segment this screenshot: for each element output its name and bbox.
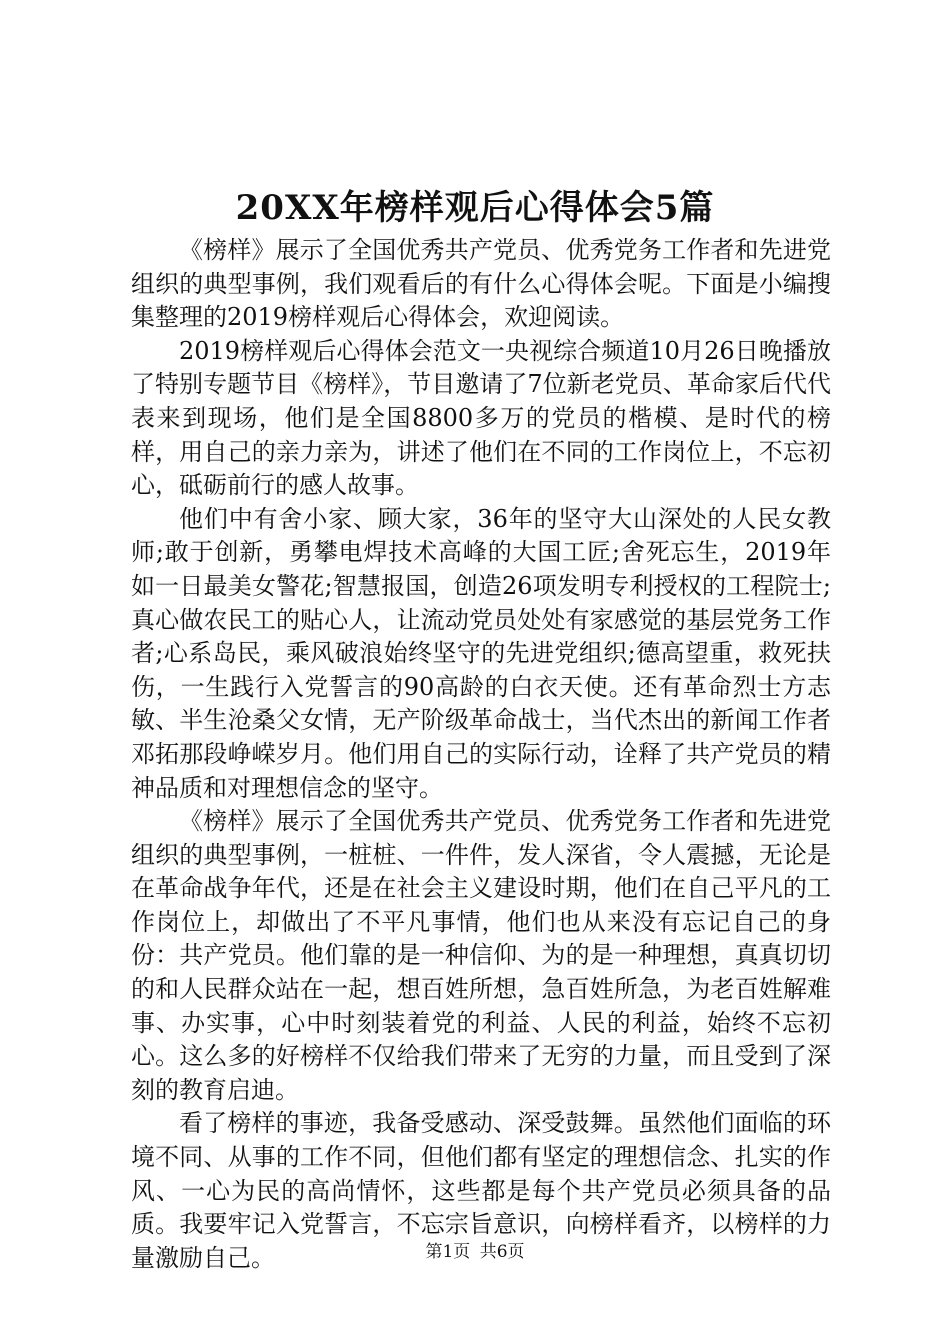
page-number-footer: 第1页 共6页 bbox=[425, 1242, 525, 1262]
paragraph: 《榜样》展示了全国优秀共产党员、优秀党务工作者和先进党组织的典型事例，一桩桩、一件件，发人深省，令人震撼，无论是在革命战争年代，还是在社会主义建设时期，他们在自己平凡的工作岗位上，却做出了不平凡事情，他们也从来没有忘记自己的身份：共产党员。他们靠的是一种信仰、为的是一种理想，真真切切的和人民群众站在一起，想百姓所想，急百姓所急，为老百姓解难事、办实事，心中时刻装着党的利益、人民的利益，始终不忘初心。这么多的好榜样不仅给我们带来了无穷的力量，而且受到了深刻的教育启迪。 bbox=[131, 807, 831, 1104]
paragraph: 《榜样》展示了全国优秀共产党员、优秀党务工作者和先进党组织的典型事例，我们观看后的有什么心得体会呢。下面是小编搜集整理的2019榜样观后心得体会，欢迎阅读。 bbox=[131, 236, 831, 332]
paragraph: 他们中有舍小家、顾大家，36年的坚守大山深处的人民女教师;敢于创新，勇攀电焊技术高峰的大国工匠;舍死忘生，2019年如一日最美女警花;智慧报国，创造26项发明专利授权的工程院士;真心做农民工的贴心人，让流动党员处处有家感觉的基层党务工作者;心系岛民，乘风破浪始终坚守的先进党组织;德高望重，救死扶伤，一生践行入党誓言的90高龄的白衣天使。还有革命烈士方志敏、半生沧桑父女情，无产阶级革命战士，当代杰出的新闻工作者邓拓那段峥嵘岁月。他们用自己的实际行动，诠释了共产党员的精神品质和对理想信念的坚守。 bbox=[131, 504, 831, 802]
document-body bbox=[131, 234, 831, 1275]
paragraph: 看了榜样的事迹，我备受感动、深受鼓舞。虽然他们面临的环境不同、从事的工作不同，但他们都有坚定的理想信念、扎实的作风、一心为民的高尚情怀，这些都是每个共产党员必须具备的品质。我要牢记入党誓言，不忘宗旨意识，向榜样看齐，以榜样的力量激励自己。 bbox=[131, 1109, 831, 1272]
paragraph: 2019榜样观后心得体会范文一央视综合频道10月26日晚播放了特别专题节目《榜样》，节目邀请了7位新老党员、革命家后代代表来到现场，他们是全国8800多万的党员的楷模、是时代的榜样，用自己的亲力亲为，讲述了他们在不同的工作岗位上，不忘初心，砥砺前行的感人故事。 bbox=[131, 336, 831, 500]
document-title: 20XX年榜样观后心得体会5篇 bbox=[235, 188, 715, 228]
